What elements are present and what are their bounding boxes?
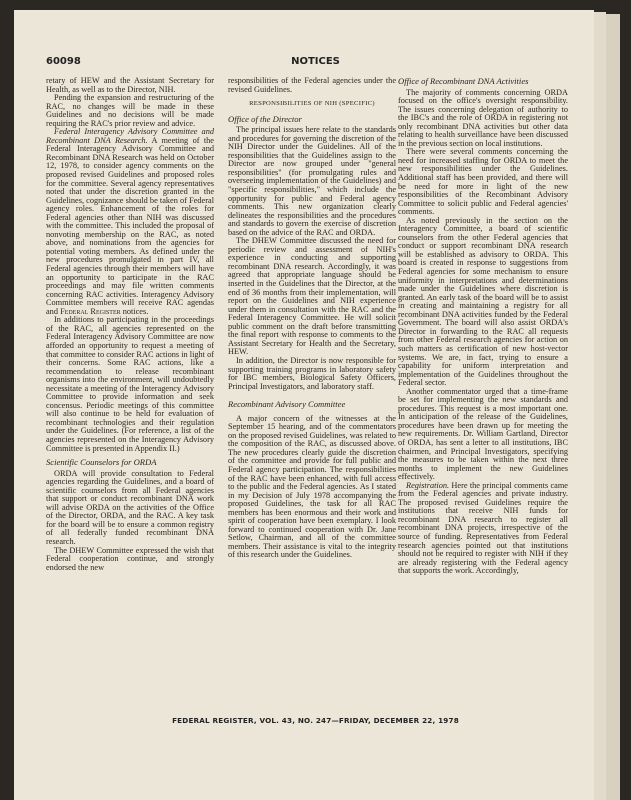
paragraph: Another commentator urged that a time-frame be set for implementing the new standards and procedures. This request is a most important one. In anticipation of the release of the Guidelines, procedures have been drawn up for meeting the new requirements. Dr. William Gartland, Director of ORDA, has sent a letter to all institutions, IBC chairmen, and Principal Investigators, specifying the measures to be taken within the next three months to implement the new Guidelines effectively. <box>398 386 568 482</box>
paragraph: Pending the expansion and restructuring of the RAC, no changes will be made in these Guidelines and no decisions will be made requiring the RAC's prior review and advice. <box>46 93 214 128</box>
section-heading: Scientific Counselors for ORDA <box>46 457 157 468</box>
paragraph: The DHEW Committee discussed the need for periodic review and assessment of NIH's experience in conducting and supporting recombinant DNA research. Accordingly, it was agreed that appropriate language should be inserted in the Guidelines that the Director, at the end of 36 months from their implementation, will report on the Guidelines and NIH experience under them in consultation with the RAC and the Federal Interagency Committee. He will solicit public comment on the draft before transmitting the final report with response to comments to the Assistant Secretary for Health and the Secretary, HEW. <box>228 236 396 357</box>
section-title: NOTICES <box>291 56 340 67</box>
paragraph <box>46 128 214 316</box>
column-3 <box>398 77 568 576</box>
paragraph-text: A meeting of the Federal Interagency Advisory Committee and Recombinant DNA Research was held on October 12, 1978, to consider agency comments on the proposed revised Guidelines and proposed roles for the committee. Several agency representatives noted that under the discretion granted in the Guidelines, cognizance should be taken of Federal agency roles. Enhancement of the roles for Federal agencies other than NIH was discussed with the committee. This included the proposal of nonvoting membership on the RAC, as noted above, and nominations from the agencies for potential voting members. As defined under the new procedures promulgated in part IV, all Federal agencies through their members will have an opportunity to participate in the RAC proceedings and may file written comments concerning RAC activities. Interagency Advisory Committee members will receive RAC agendas and <box>46 135 214 316</box>
subsection-heading: Office of Recombinant DNA Activities <box>398 76 529 86</box>
paragraph: A major concern of the witnesses at the September 15 hearing, and of the commentators on the proposed revised Guidelines, was related to the composition of the RAC, as discussed above. The new procedures clearly guide the discretion of the committee and provide for full public and Federal agency participation. The responsibilities of the RAC have been enhanced, with full access to the public and the Federal agencies. As I stated in my Decision of July 1978 accompanying the proposed Guidelines, the task for all RAC members has been enormous and their work and spirit of cooperation have been exemplary. I look forward to continued cooperation with Dr. Jane Setlow, Chairman, and all of the committee members. Their assistance is vital to the integrity of this research under the Guidelines. <box>228 413 396 560</box>
page-number: 60098 <box>46 56 81 67</box>
column-2 <box>228 77 396 560</box>
paragraph: retary of HEW and the Assistant Secretary for Health, as well as to the Director, NIH. <box>46 76 214 94</box>
publication-name: Federal Register <box>60 306 121 316</box>
paragraph: The DHEW Committee expressed the wish that Federal cooperation continue, and strongly endorsed the new <box>46 545 214 572</box>
paragraph <box>398 482 568 576</box>
subsection-heading: Recombinant Advisory Committee <box>228 399 346 410</box>
section-heading: RESPONSIBILITIES OF NIH (SPECIFIC) <box>249 100 375 108</box>
paragraph: There were several comments concerning the need for increased staffing for ORDA to meet the new responsibilities under the Guidelines. Additional staff has been provided, and there will be need for more in light of the new responsibilities of the Recombinant Advisory Committee to solicit public and Federal agencies' comments. <box>398 147 568 217</box>
paragraph: In additions to participating in the proceedings of the RAC, all agencies represented on the Federal Interagency Advisory Committee are now afforded an opportunity to request a meeting of that committee to consider RAC actions in light of their concerns. Some RAC actions, like a recommendation to release recombinant organisms into the environment, will undoubtedly necessitate a meeting of the Interagency Advisory Committee to provide information and seek concensus. Periodic meetings of this committee will also continue to be held for evaluation of recombinant technologies and their regulation under the Guidelines. (For reference, a list of the agencies represented on the Interagency Advisory Committee is presented in Appendix II.) <box>46 315 214 453</box>
subsection-heading: Office of the Director <box>228 113 302 124</box>
paragraph: responsibilities of the Federal agencies under the revised Guidelines. <box>228 76 396 94</box>
paragraph-text: notices. <box>120 306 149 316</box>
page-footer: FEDERAL REGISTER, VOL. 43, NO. 247—FRIDAY, DECEMBER 22, 1978 <box>172 716 459 725</box>
paragraph-text: Here the principal comments came from the Federal agencies and private industry. The proposed revised Guidelines require the institutions that receive NIH funds for recombinant DNA research to register all recombinant DNA projects, irrespective of the source of funding. Representatives from Federal research agencies pointed out that institutions should not be required to register with NIH if they are already registering with the Federal agency that supports the work. Accordingly, <box>398 480 568 576</box>
paragraph: ORDA will provide consultation to Federal agencies regarding the Guidelines, and a board of scientific counselors from all Federal agencies that support or conduct recombinant DNA work will advise ORDA on the activities of the Office of the Director, ORDA, and the RAC. A key task for the board will be to ensure a common registry of all federally funded recombinant DNA research. <box>46 468 214 546</box>
paragraph: As noted previously in the section on the Interagency Committee, a board of scientific counselors from the other Federal agencies that conduct or support recombinant DNA research will be established as advisory to ORDA. This board is created in response to suggestions from Federal agencies for some mechanism to ensure uniformity in interpretations and determinations made under the Guidelines where discretion is granted. An early task of the board will be to assist in creating and maintaining a registry for all recombinant DNA activities funded by the Federal Government. The board will also assist ORDA's Director in forwarding to the RAC all requests from other Federal research agencies for action on such matters as certification of new host-vector systems. We are, in fact, trying to ensure a capability for uniform interpretation and implementation of the Guidelines throughout the Federal sector. <box>398 215 568 388</box>
column-1 <box>46 77 214 572</box>
run-in-heading: Federal Interagency Advisory Committee and Recombinant DNA Research. <box>46 127 214 145</box>
paragraph: The principal issues here relate to the standards and procedures for governing the discretion of the NIH Director under the Guidelines. All of the responsibilities that the Guidelines assign to the Director are now grouped under "general responsibilities" (for promulgating rules and overseeing implementation of the Guidelines) and "specific responsibilities," which include the opportunity for public and Federal agency comments. This new organization clearly delineates the responsibilities and the procedures and standards to govern the exercise of discretion based on the advice of the RAC and ORDA. <box>228 125 396 237</box>
paragraph: In addition, the Director is now responsible for supporting training programs in laboratory safety for IBC members, Biological Safety Officers, Principal Investigators, and laboratory staff. <box>228 355 396 391</box>
paragraph: The majority of comments concerning ORDA focused on the office's oversight responsibility. The issues concerning delegation of authority to the IBC's and the role of ORDA in registering not only recombinant DNA activities but other data relating to health surveillance have been discussed in the previous section on local institutions. <box>398 87 568 148</box>
run-in-heading: Registration. <box>406 480 450 490</box>
